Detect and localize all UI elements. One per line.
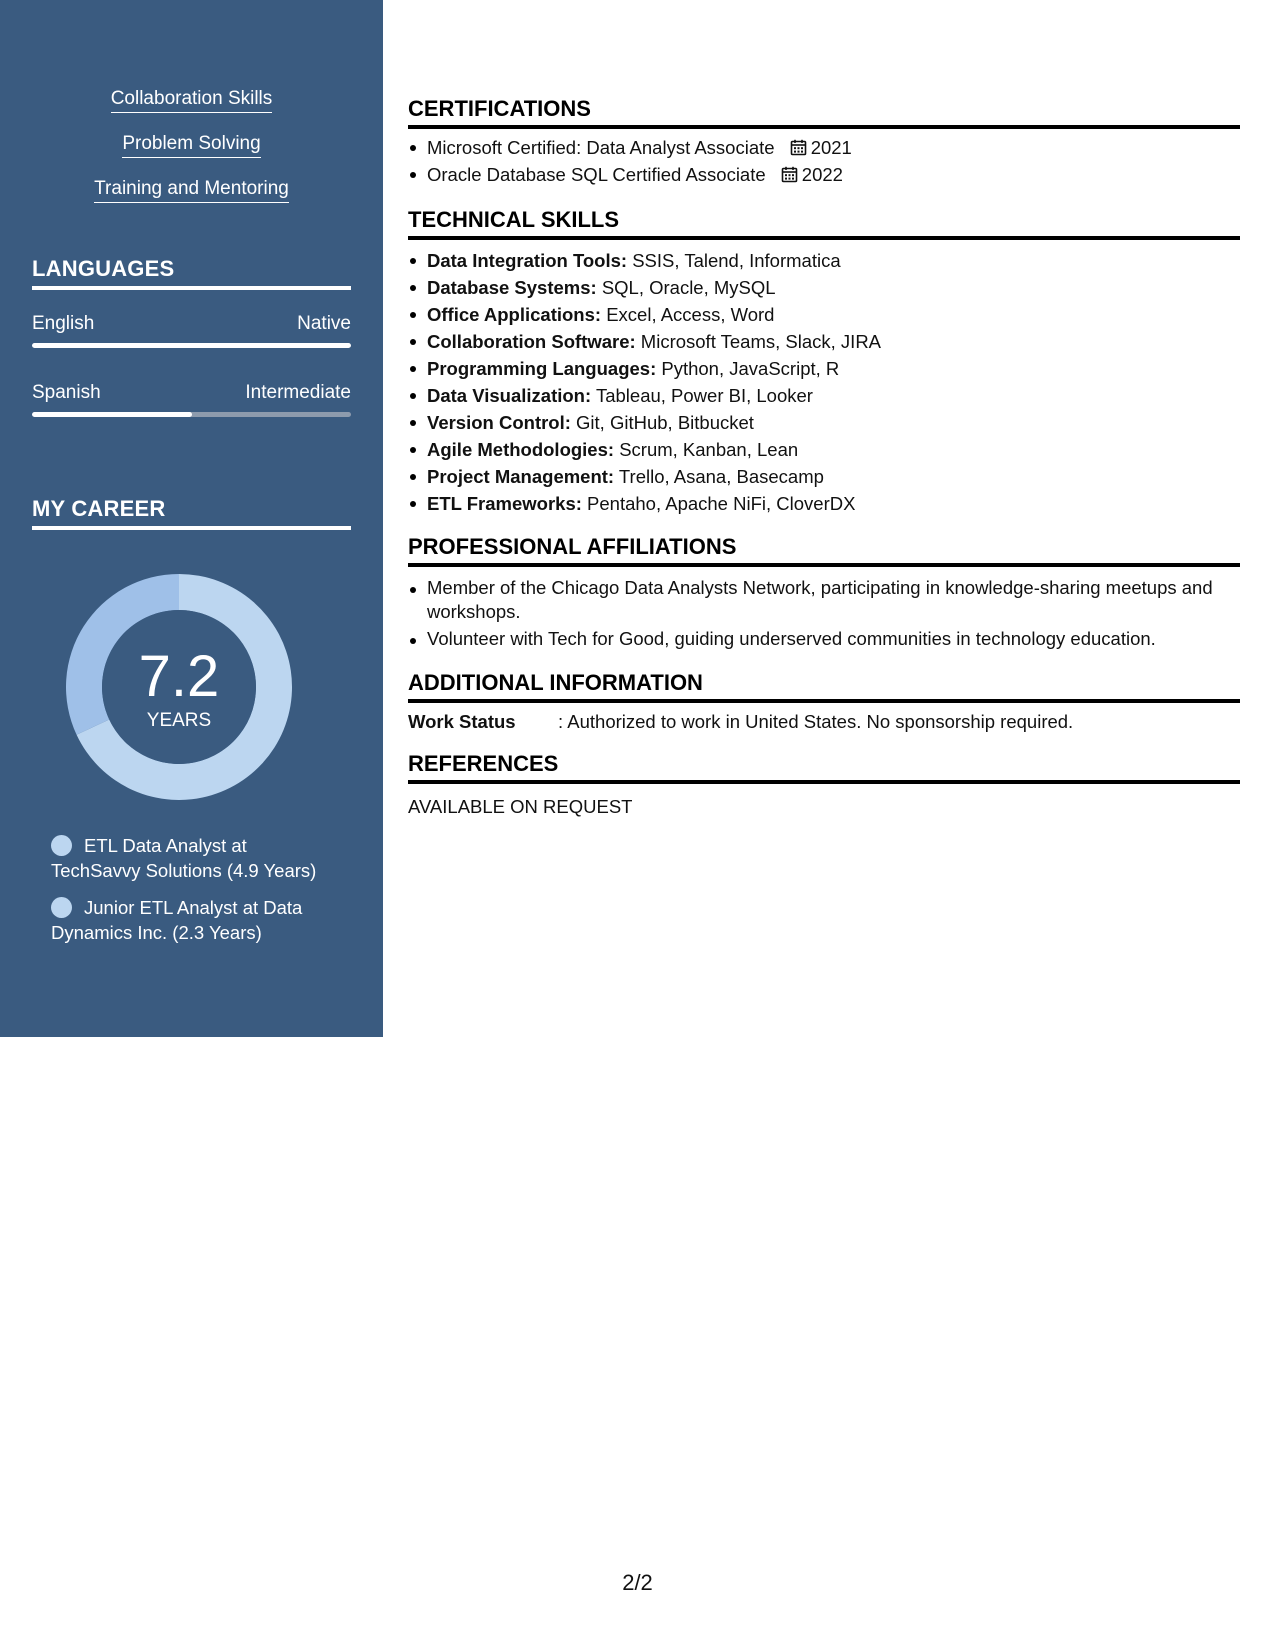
skill-category: Version Control:: [427, 412, 571, 433]
technical-skill-item: [408, 463, 1240, 490]
language-bar-fill: [32, 412, 192, 417]
technical-skill-item: [408, 355, 1240, 382]
technical-skill-item: [408, 382, 1240, 409]
calendar-icon: [781, 166, 798, 183]
language-row-spanish: [32, 382, 351, 404]
technical-skill-item: [408, 328, 1240, 355]
additional-info-heading: ADDITIONAL INFORMATION: [408, 670, 1240, 703]
language-name: Spanish: [32, 382, 101, 403]
legend-dot-icon: [51, 897, 72, 918]
career-total-value: 7.2: [138, 644, 220, 709]
technical-skill-item: [408, 247, 1240, 274]
languages-heading: LANGUAGES: [32, 256, 351, 290]
technical-skill-item: [408, 409, 1240, 436]
language-bar-spanish: [32, 412, 351, 417]
affiliations-heading: PROFESSIONAL AFFILIATIONS: [408, 534, 1240, 567]
calendar-icon: [790, 139, 807, 156]
skill-category: Database Systems:: [427, 277, 597, 298]
sidebar: [0, 0, 383, 1037]
skill-category: Collaboration Software:: [427, 331, 636, 352]
work-status-label: Work Status: [408, 711, 516, 732]
language-bar-english: [32, 343, 351, 348]
affiliation-item: Volunteer with Tech for Good, guiding underserved communities in technology education.: [408, 627, 1240, 651]
technical-skill-item: [408, 490, 1240, 517]
skill-values: Git, GitHub, Bitbucket: [576, 412, 754, 433]
language-row-english: [32, 313, 351, 335]
skill-category: Project Management:: [427, 466, 615, 487]
language-level: Native: [297, 313, 351, 334]
legend-dot-icon: [51, 835, 72, 856]
page-number: 2/2: [622, 1570, 653, 1595]
career-total-unit: YEARS: [146, 710, 212, 731]
skill-values: Pentaho, Apache NiFi, CloverDX: [587, 493, 856, 514]
technical-skills-heading: TECHNICAL SKILLS: [408, 207, 1240, 240]
technical-skill-item: [408, 436, 1240, 463]
references-heading: REFERENCES: [408, 751, 1240, 784]
skill-values: Excel, Access, Word: [606, 304, 775, 325]
skill-category: Data Integration Tools:: [427, 250, 628, 271]
career-item: Junior ETL Analyst at Data Dynamics Inc. (2.3 Years): [51, 897, 303, 943]
affiliation-item: Member of the Chicago Data Analysts Network, participating in knowledge-sharing meetups and workshops.: [408, 576, 1240, 624]
certifications-heading: CERTIFICATIONS: [408, 96, 1240, 129]
references-text: AVAILABLE ON REQUEST: [408, 796, 633, 817]
career-heading: MY CAREER: [32, 496, 351, 530]
skill-link-training[interactable]: Training and Mentoring: [0, 178, 383, 203]
skill-category: Office Applications:: [427, 304, 602, 325]
skill-link-collaboration[interactable]: Collaboration Skills: [0, 88, 383, 113]
skill-values: SSIS, Talend, Informatica: [632, 250, 841, 271]
skill-link-problem-solving[interactable]: Problem Solving: [0, 133, 383, 158]
work-status-row: [408, 711, 1240, 733]
skill-values: Trello, Asana, Basecamp: [618, 466, 824, 487]
language-level: Intermediate: [245, 382, 351, 403]
technical-skill-item: [408, 274, 1240, 301]
skill-category: ETL Frameworks:: [427, 493, 582, 514]
skill-values: Scrum, Kanban, Lean: [619, 439, 799, 460]
career-item: ETL Data Analyst at TechSavvy Solutions (4.9 Years): [51, 835, 317, 881]
skill-category: Data Visualization:: [427, 385, 592, 406]
certification-item: Oracle Database SQL Certified Associate 2022: [408, 161, 1240, 188]
affiliations-list: [408, 576, 1240, 654]
skill-category: Programming Languages:: [427, 358, 657, 379]
language-name: English: [32, 313, 95, 334]
technical-skills-list: [408, 247, 1240, 517]
skill-values: Microsoft Teams, Slack, JIRA: [640, 331, 882, 352]
language-bar-fill: [32, 343, 351, 348]
technical-skill-item: [408, 301, 1240, 328]
work-status-value: : Authorized to work in United States. No sponsorship required.: [558, 711, 1074, 732]
certification-item: Microsoft Certified: Data Analyst Associate 2021: [408, 134, 1240, 161]
skill-values: Tableau, Power BI, Looker: [595, 385, 813, 406]
skill-values: SQL, Oracle, MySQL: [601, 277, 776, 298]
certifications-list: [408, 134, 1240, 188]
skill-category: Agile Methodologies:: [427, 439, 615, 460]
skill-values: Python, JavaScript, R: [661, 358, 840, 379]
